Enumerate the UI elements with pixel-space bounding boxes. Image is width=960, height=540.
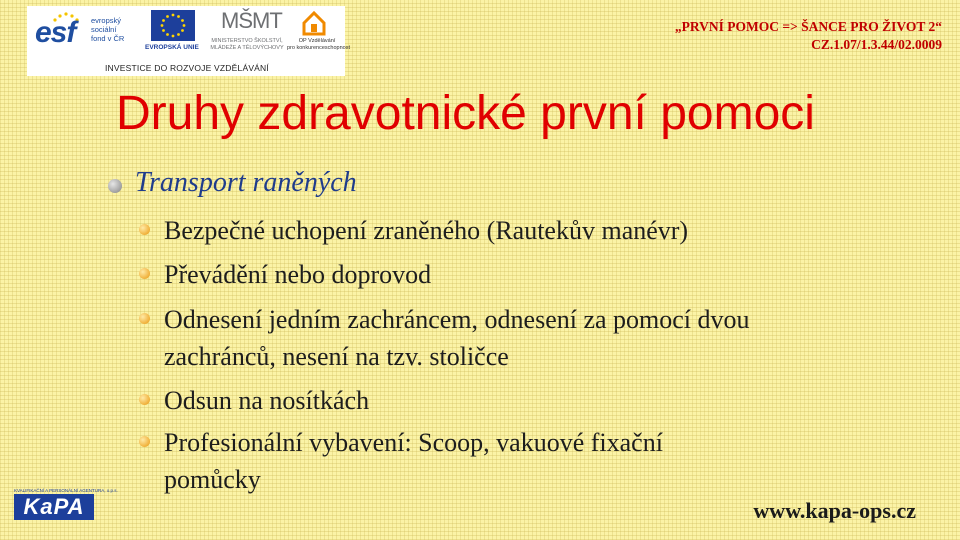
list-item-line: pomůcky: [164, 465, 261, 494]
list-item-line: Profesionální vybavení: Scoop, vakuové fixační: [164, 428, 663, 457]
list-item-line: zachránců, nesení na tzv. stoličce: [164, 342, 509, 371]
list-item-line: Převádění nebo doprovod: [164, 260, 432, 289]
kapa-logo-small-text: KVALIFIKAČNÍ A PERSONÁLNÍ AGENTURA, o.p.s.: [14, 488, 118, 493]
list-item-text: [164, 382, 369, 419]
list-item-line: Bezpečné uchopení zraněného (Rautekův manévr): [164, 216, 689, 245]
bullet-dot-icon: [139, 313, 150, 324]
project-title: „PRVNÍ POMOC => ŠANCE PRO ŽIVOT 2“: [674, 19, 942, 34]
list-item-text: [164, 424, 663, 498]
eu-logo-label: EVROPSKÁ UNIE: [145, 44, 199, 51]
op-logo-label: OP Vzdělávání pro konkurenceschopnost: [287, 38, 350, 51]
footer-url: www.kapa-ops.cz: [753, 498, 916, 523]
msmt-logo-label: MINISTERSTVO ŠKOLSTVÍ, MLÁDEŽE A TĚLOVÝCHOVY: [210, 38, 284, 51]
esf-logo-subtitle: evropský sociální fond v ČR: [91, 16, 125, 43]
kapa-logo-word: KaPA: [14, 494, 94, 520]
bullet-dot-icon: [139, 224, 150, 235]
bullet-dot-icon: [139, 436, 150, 447]
list-item-text: [164, 212, 688, 249]
list-item-line: Odsun na nosítkách: [164, 386, 370, 415]
bullet-dot-icon: [108, 179, 122, 193]
list-item-line: Odnesení jedním zachráncem, odnesení za pomocí dvou: [164, 305, 750, 334]
bullet-dot-icon: [139, 268, 150, 279]
list-item-text: [164, 301, 750, 375]
project-code: CZ.1.07/1.3.44/02.0009: [811, 37, 942, 52]
msmt-logo-mark: MŠMT: [221, 8, 282, 33]
bullet-dot-icon: [139, 394, 150, 405]
bullet-level1-text: Transport raněných: [135, 167, 357, 198]
kapa-logo: [14, 488, 118, 522]
logo-tagline: INVESTICE DO ROZVOJE VZDĚLÁVÁNÍ: [105, 63, 269, 73]
list-item-text: [164, 256, 431, 293]
esf-logo-word: esf: [35, 16, 76, 49]
slide-title: Druhy zdravotnické první pomoci: [116, 87, 815, 140]
